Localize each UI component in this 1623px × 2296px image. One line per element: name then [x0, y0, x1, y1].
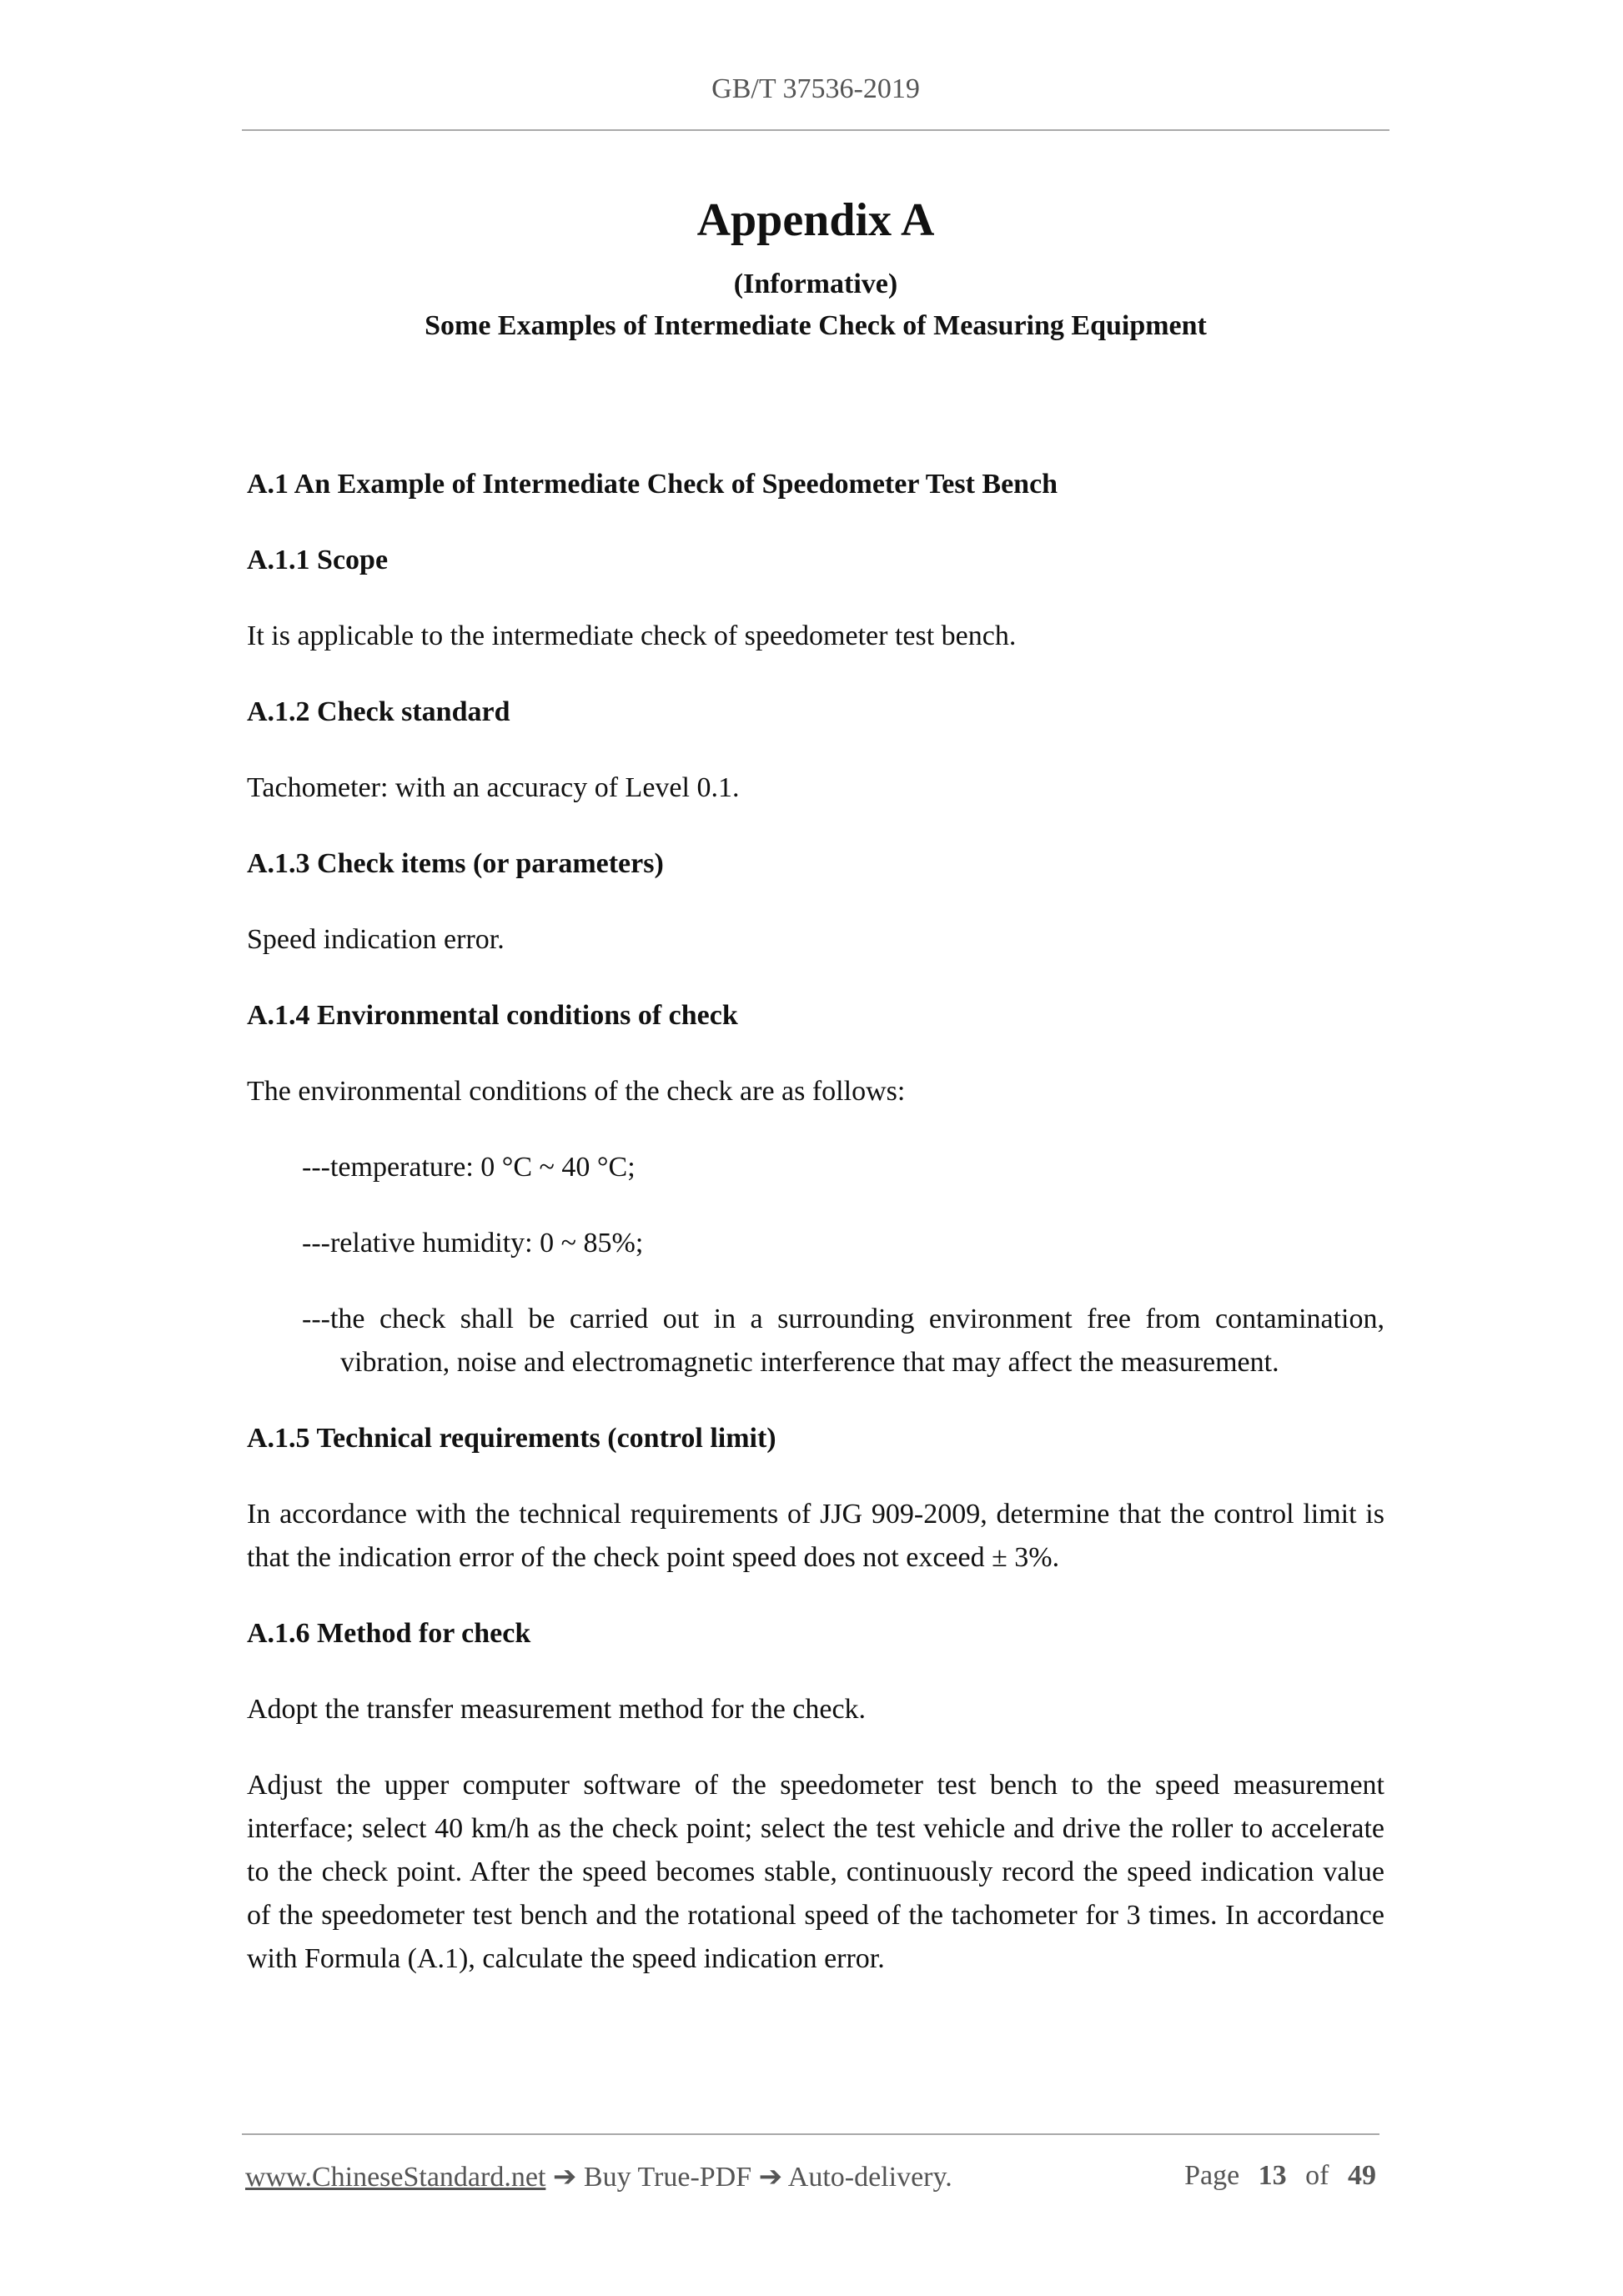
list-item-temperature: ---temperature: 0 °C ~ 40 °C;	[302, 1152, 636, 1183]
section-heading-a15: A.1.5 Technical requirements (control limit)	[247, 1423, 776, 1454]
scope-text: It is applicable to the intermediate check of speedometer test bench.	[247, 620, 1017, 651]
document-body	[247, 463, 1384, 2013]
header-divider	[242, 129, 1389, 131]
technical-requirements-text: In accordance with the technical requirements of JJG 909-2009, determine that the control limit is that the indication error of the check point speed does not exceed ± 3%.	[247, 1499, 1384, 1573]
of-label: of	[1305, 2160, 1329, 2191]
page-label: Page	[1184, 2160, 1240, 2191]
environment-intro-text: The environmental conditions of the check are as follows:	[247, 1076, 906, 1107]
list-item-humidity: ---relative humidity: 0 ~ 85%;	[302, 1228, 644, 1259]
appendix-subtitle: Some Examples of Intermediate Check of Measuring Equipment	[425, 310, 1207, 341]
footer-promo	[245, 2160, 952, 2193]
section-heading-a14: A.1.4 Environmental conditions of check	[247, 1000, 738, 1031]
section-heading-a12: A.1.2 Check standard	[247, 696, 510, 727]
list-item-environment: ---the check shall be carried out in a surrounding environment free from contamination, vibration, noise and electromagnetic interference that may affect the measurement.	[302, 1304, 1384, 1378]
section-heading-a13: A.1.3 Check items (or parameters)	[247, 848, 664, 879]
appendix-title: Appendix A	[696, 194, 935, 246]
buy-pdf-text: Buy True-PDF	[583, 2162, 752, 2193]
section-heading-a11: A.1.1 Scope	[247, 545, 389, 575]
arrow-right-icon: ➔	[758, 2162, 783, 2193]
check-items-text: Speed indication error.	[247, 924, 505, 955]
auto-delivery-text: Auto-delivery.	[787, 2162, 952, 2193]
method-text-2: Adjust the upper computer software of the speedometer test bench to the speed measurement interface; select 40 km/h as the check point; select the test vehicle and drive the roller to accelerate to the check point. After the speed becomes stable, continuously record the speed indication value of the speedometer test bench and the rotational speed of the tachometer for 3 times. In accordance with Formula (A.1), calculate the speed indication error.	[247, 1770, 1384, 1974]
method-text-1: Adopt the transfer measurement method for the check.	[247, 1694, 867, 1725]
arrow-right-icon: ➔	[552, 2162, 577, 2193]
check-standard-text: Tachometer: with an accuracy of Level 0.1.	[247, 772, 740, 803]
document-id-header: GB/T 37536-2019	[711, 73, 920, 104]
page-footer	[245, 2160, 1376, 2193]
page-total: 49	[1348, 2160, 1376, 2191]
page-number	[1184, 2160, 1376, 2193]
page-current: 13	[1258, 2160, 1287, 2191]
appendix-type: (Informative)	[733, 269, 898, 299]
section-heading-a1: A.1 An Example of Intermediate Check of Speedometer Test Bench	[247, 469, 1058, 500]
section-heading-a16: A.1.6 Method for check	[247, 1618, 531, 1649]
footer-divider	[242, 2133, 1379, 2135]
website-link[interactable]: www.ChineseStandard.net	[245, 2162, 546, 2193]
